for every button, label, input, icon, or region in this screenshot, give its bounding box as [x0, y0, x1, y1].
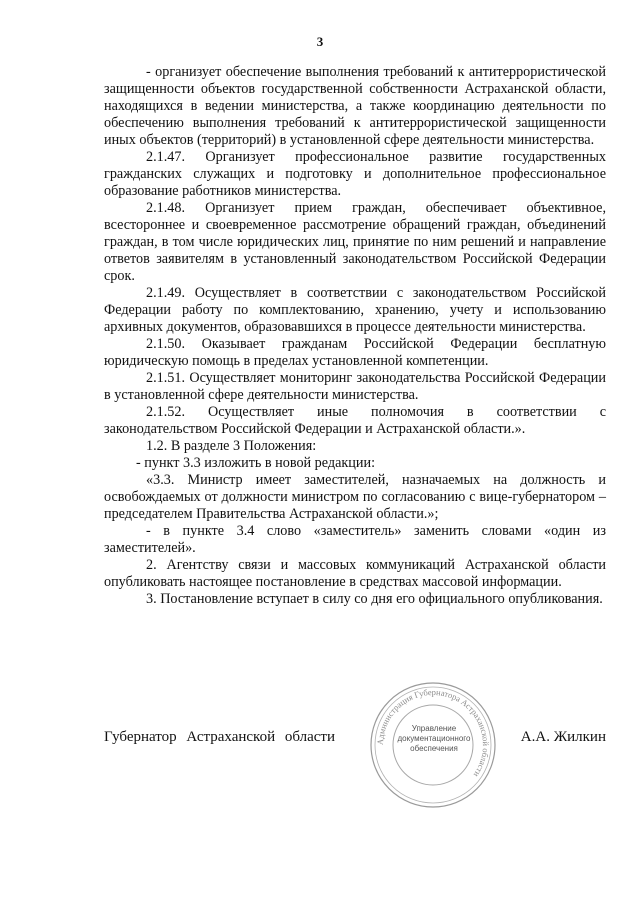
- paragraph-antiterror: - организует обеспечение выполнения требований к антитеррористической защищенности объектов государственной собственности Астраханской области, находящихся в ведении министерства, а также координацию деятельности по обеспечению выполнения требований к антитеррористической защищенности иных объектов (территорий) в установленной сфере деятельности министерства.: [104, 64, 606, 148]
- paragraph-1-2: 1.2. В разделе 3 Положения:: [146, 438, 317, 454]
- paragraph-2-1-48: 2.1.48. Организует прием граждан, обеспечивает объективное, всестороннее и своевременное рассмотрение обращений граждан, объединений граждан, в том числе юридических лиц, принятие по ним решений и направление ответов заявителям в установленный законодательством Российской Федерации срок.: [104, 200, 606, 284]
- document-body: [104, 64, 606, 608]
- paragraph-2-1-52: 2.1.52. Осуществляет иные полномочия в соответствии с законодательством Российской Федерации и Астраханской области.».: [104, 404, 606, 437]
- signatory-title: Губернатор Астраханской области: [104, 729, 336, 745]
- signatory-name: А.А. Жилкин: [520, 729, 606, 745]
- paragraph-2-1-51: 2.1.51. Осуществляет мониторинг законодательства Российской Федерации в установленной сфере деятельности министерства.: [104, 370, 606, 403]
- page-number: 3: [316, 34, 324, 49]
- paragraph-3: 3. Постановление вступает в силу со дня его официального опубликования.: [146, 591, 603, 607]
- paragraph-item-3-4: - в пункте 3.4 слово «заместитель» заменить словами «один из заместителей».: [104, 523, 606, 556]
- seal-ring-text: Администрация Губернатора Астраханской области: [374, 686, 492, 780]
- signature-block: [104, 729, 606, 751]
- seal-center-text: Управление документационного обеспечения: [397, 724, 471, 753]
- paragraph-item-3-3: - пункт 3.3 изложить в новой редакции:: [136, 455, 376, 471]
- paragraph-quote-3-3: «3.3. Министр имеет заместителей, назначаемых на должность и освобождаемых от должности министром по согласованию с вице-губернатором – председателем Правительства Астраханской области.»;: [104, 472, 606, 522]
- paragraph-2-1-50: 2.1.50. Оказывает гражданам Российской Федерации бесплатную юридическую помощь в пределах установленной компетенции.: [104, 336, 606, 369]
- paragraph-2: 2. Агентству связи и массовых коммуникаций Астраханской области опубликовать настоящее постановление в средствах массовой информации.: [104, 557, 606, 590]
- paragraph-2-1-49: 2.1.49. Осуществляет в соответствии с законодательством Российской Федерации работу по комплектованию, хранению, учету и использованию архивных документов, образовавшихся в процессе деятельности министерства.: [104, 285, 606, 335]
- paragraph-2-1-47: 2.1.47. Организует профессиональное развитие государственных гражданских служащих и подготовку и дополнительное профессиональное образование работников министерства.: [104, 149, 606, 199]
